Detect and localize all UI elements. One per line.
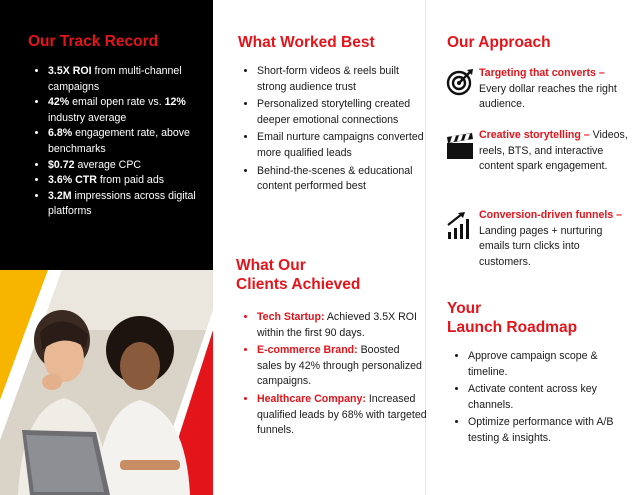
list-item: • E-commerce Brand: Boosted sales by 42% through personalized campaigns. [257, 343, 427, 390]
approach-text: Targeting that converts – Every dollar reaches the right audience. [479, 67, 617, 111]
list-item: • Personalized storytelling created deeper emotional connections [257, 97, 427, 128]
team-photo [0, 270, 213, 495]
list-item: • Tech Startup: Achieved 3.5X ROI within the first 90 days. [257, 310, 427, 341]
clients-list [240, 310, 427, 441]
list-item: • 3.2M impressions across digital platforms [48, 189, 213, 220]
clients-title: What Our Clients Achieved [236, 257, 361, 293]
approach-item-targeting [446, 66, 626, 116]
list-item: • 6.8% engagement rate, above benchmarks [48, 126, 213, 157]
list-item: • $0.72 average CPC [48, 158, 213, 174]
list-item: • Approve campaign scope & timeline. [468, 349, 628, 380]
approach-item-storytelling [446, 128, 626, 188]
what-worked-title: What Worked Best [238, 34, 375, 51]
what-worked-list [240, 64, 427, 197]
track-record-title: Our Track Record [28, 33, 159, 50]
list-item: • Short-form videos & reels built strong audience trust [257, 64, 427, 95]
list-item: • Healthcare Company: Increased qualified leads by 68% with targeted funnels. [257, 392, 427, 439]
clapperboard-icon [446, 133, 474, 161]
track-record-list [32, 64, 213, 220]
approach-text: Conversion-driven funnels – Landing pages + nurturing emails turn clicks into customers. [479, 209, 623, 268]
list-item: • Activate content across key channels. [468, 382, 628, 413]
left-panel [0, 0, 213, 495]
roadmap-list [451, 349, 628, 449]
growth-chart-icon [446, 212, 474, 240]
list-item: • 3.6% CTR from paid ads [48, 173, 213, 189]
list-item: • 3.5X ROI from multi-channel campaigns [48, 64, 213, 95]
approach-title: Our Approach [447, 34, 551, 51]
list-item: • 42% email open rate vs. 12% industry average [48, 95, 213, 126]
roadmap-title: Your Launch Roadmap [447, 300, 578, 336]
approach-text: Creative storytelling – Videos, reels, BTS, and interactive content spark engagement. [479, 129, 628, 173]
list-item: • Email nurture campaigns converted more qualified leads [257, 130, 427, 161]
list-item: • Behind-the-scenes & educational content performed best [257, 164, 427, 195]
list-item: • Optimize performance with A/B testing & insights. [468, 415, 628, 446]
target-icon [446, 68, 474, 96]
approach-item-funnels [446, 208, 626, 272]
